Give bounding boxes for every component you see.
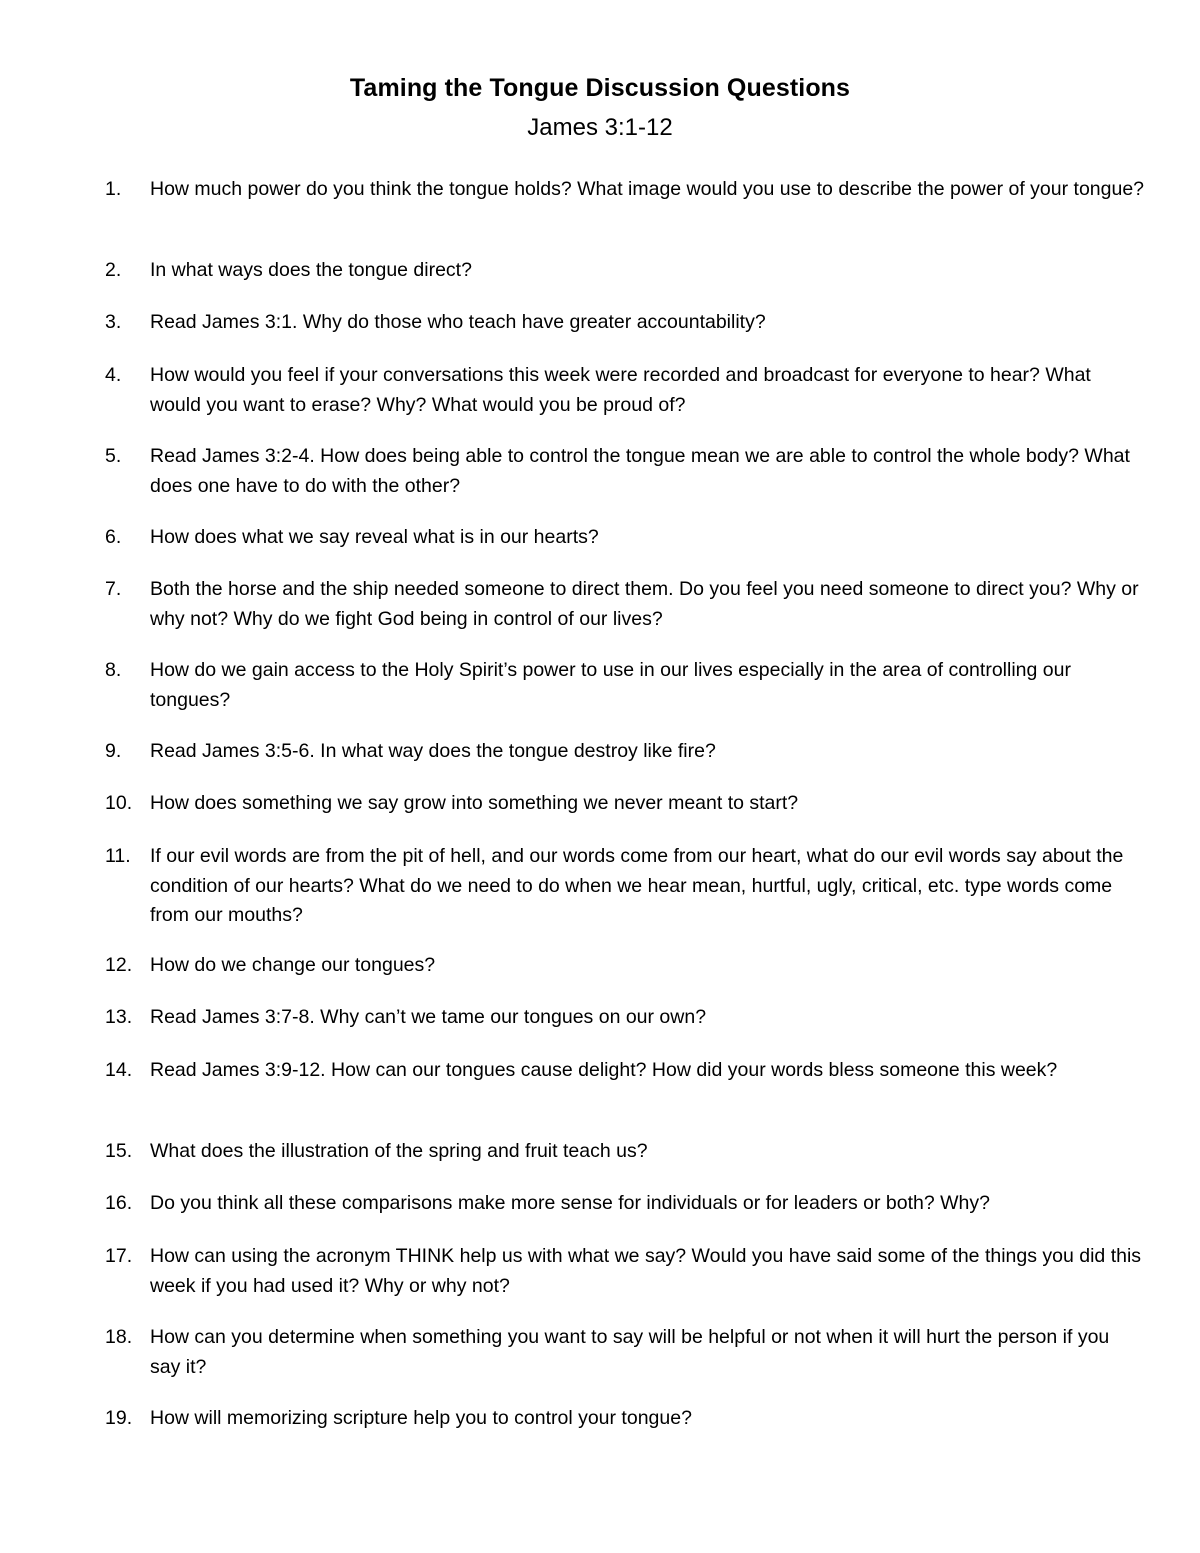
question-item (105, 1137, 1145, 1167)
question-number: 18. (105, 1326, 133, 1348)
question-number: 4. (105, 364, 122, 386)
question-text: What does the illustration of the spring and fruit teach us? (150, 1140, 648, 1162)
question-item (105, 1056, 1145, 1086)
document-title: Taming the Tongue Discussion Questions (349, 74, 851, 102)
question-text: How does what we say reveal what is in our hearts? (150, 526, 599, 548)
question-text: Both the horse and the ship needed someone to direct them. Do you feel you need someone to direct you? Why or why not? Why do we fight God being in control of our lives? (150, 578, 1139, 630)
question-item (105, 1003, 1145, 1033)
question-text: Read James 3:2-4. How does being able to control the tongue mean we are able to control the whole body? What does one have to do with the other? (150, 445, 1130, 497)
document-subtitle: James 3:1-12 (527, 114, 673, 141)
question-number: 14. (105, 1059, 133, 1081)
question-item (105, 1404, 1145, 1434)
question-text: How much power do you think the tongue holds? What image would you use to describe the power of your tongue? (150, 178, 1145, 200)
question-number: 10. (105, 792, 133, 814)
question-number: 1. (105, 178, 122, 200)
question-text: In what ways does the tongue direct? (150, 259, 472, 281)
question-number: 6. (105, 526, 122, 548)
question-text: How do we gain access to the Holy Spirit’s power to use in our lives especially in the area of controlling our tongues? (150, 659, 1071, 711)
question-text: Read James 3:5-6. In what way does the tongue destroy like fire? (150, 740, 716, 762)
question-item (105, 361, 1145, 420)
question-number: 2. (105, 259, 122, 281)
question-number: 12. (105, 954, 133, 976)
question-number: 13. (105, 1006, 133, 1028)
question-item (105, 175, 1145, 205)
question-number: 11. (105, 845, 131, 867)
question-number: 16. (105, 1192, 133, 1214)
question-text: How do we change our tongues? (150, 954, 436, 976)
question-text: Read James 3:1. Why do those who teach have greater accountability? (150, 311, 766, 333)
question-text: If our evil words are from the pit of hell, and our words come from our heart, what do our evil words say about the condition of our hearts? What do we need to do when we hear mean, hurtful, ugly, critical, etc. type words come from our mouths? (150, 845, 1124, 926)
question-text: How can using the acronym THINK help us with what we say? Would you have said some of the things you did this week if you had used it? Why or why not? (150, 1245, 1142, 1297)
question-item (105, 523, 1145, 553)
question-item (105, 308, 1145, 338)
question-item (105, 842, 1145, 931)
question-text: How does something we say grow into something we never meant to start? (150, 792, 799, 814)
question-number: 8. (105, 659, 122, 681)
question-number: 19. (105, 1407, 133, 1429)
question-number: 17. (105, 1245, 133, 1267)
question-item (105, 737, 1145, 767)
question-item (105, 575, 1145, 634)
question-item (105, 1323, 1145, 1382)
question-text: Do you think all these comparisons make more sense for individuals or for leaders or both? Why? (150, 1192, 990, 1214)
question-text: Read James 3:7-8. Why can’t we tame our tongues on our own? (150, 1006, 707, 1028)
question-item (105, 1189, 1145, 1219)
question-number: 3. (105, 311, 122, 333)
question-number: 7. (105, 578, 122, 600)
question-text: How will memorizing scripture help you to control your tongue? (150, 1407, 692, 1429)
question-item (105, 789, 1145, 819)
question-number: 5. (105, 445, 122, 467)
question-number: 9. (105, 740, 122, 762)
question-number: 15. (105, 1140, 133, 1162)
question-item (105, 1242, 1145, 1301)
question-item (105, 442, 1145, 501)
question-item (105, 951, 1145, 981)
question-item (105, 256, 1145, 286)
question-text: How can you determine when something you want to say will be helpful or not when it will hurt the person if you say it? (150, 1326, 1110, 1378)
question-text: How would you feel if your conversations this week were recorded and broadcast for everyone to hear? What would you want to erase? Why? What would you be proud of? (150, 364, 1091, 416)
question-text: Read James 3:9-12. How can our tongues cause delight? How did your words bless someone this week? (150, 1059, 1058, 1081)
question-item (105, 656, 1145, 715)
